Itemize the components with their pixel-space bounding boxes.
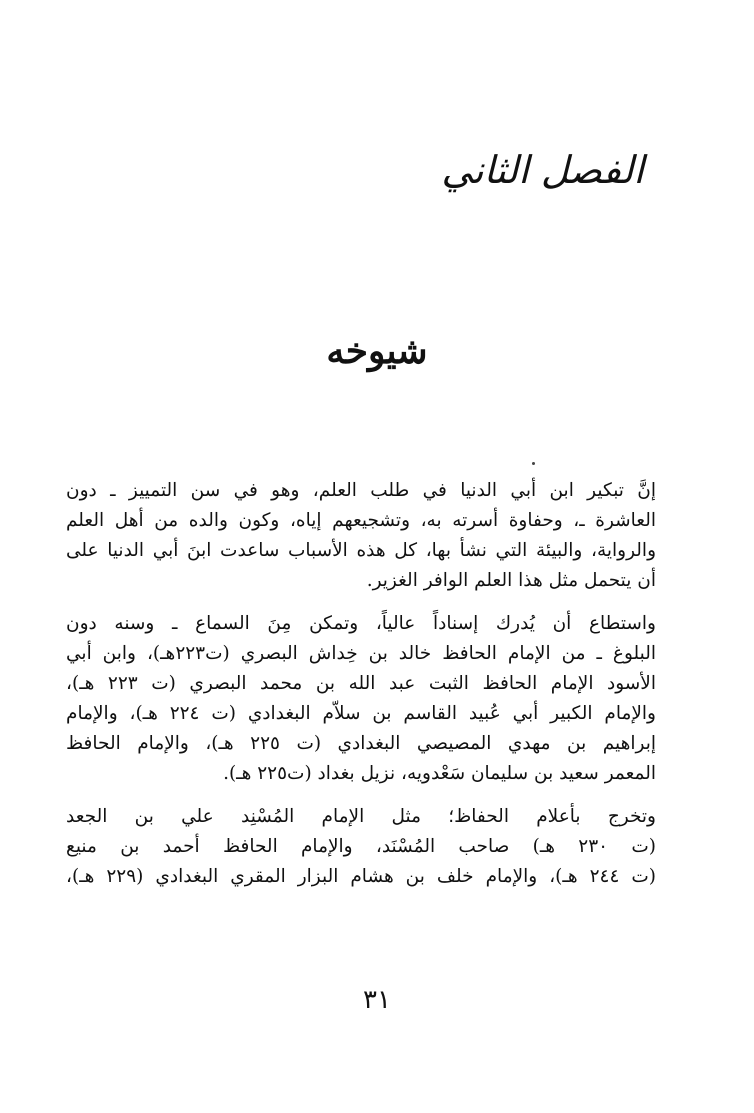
section-title: شيوخه <box>326 330 428 372</box>
page-number: ٣١ <box>363 985 391 1015</box>
paragraph-2 <box>66 609 680 789</box>
text-line: العاشرة ـ، وحفاوة أسرته به، وتشجيعهم إياه، وكون والده من أهل العلم <box>66 510 656 531</box>
ink-dot <box>532 462 535 465</box>
paragraph-3 <box>66 802 680 892</box>
text-line: والرواية، والبيئة التي نشأ بها، كل هذه الأسباب ساعدت ابنَ أبي الدنيا على <box>66 540 656 561</box>
text-line: واستطاع أن يُدرك إسناداً عالياً، وتمكن مِنَ السماع ـ وسنه دون <box>66 613 656 634</box>
text-line: إنَّ تبكير ابن أبي الدنيا في طلب العلم، وهو في سن التمييز ـ دون <box>66 480 656 501</box>
paragraph-1 <box>66 476 680 596</box>
text-line: البلوغ ـ من الإمام الحافظ خالد بن خِداش البصري (ت٢٢٣هـ)، وابن أبي <box>66 643 656 664</box>
text-line: والإمام الكبير أبي عُبيد القاسم بن سلاّم البغدادي (ت ٢٢٤ هـ)، والإمام <box>66 703 656 724</box>
text-line: (ت ٢٣٠ هـ) صاحب المُسْنَد، والإمام الحافظ أحمد بن منيع <box>66 836 656 857</box>
chapter-heading: الفصل الثاني <box>441 148 644 192</box>
text-line: الأسود الإمام الحافظ الثبت عبد الله بن محمد البصري (ت ٢٢٣ هـ)، <box>66 673 656 694</box>
text-line: (ت ٢٤٤ هـ)، والإمام خلف بن هشام البزار المقري البغدادي (٢٢٩ هـ)، <box>66 866 657 887</box>
body-text <box>66 476 680 905</box>
text-line: المعمر سعيد بن سليمان سَعْدويه، نزيل بغداد (ت٢٢٥ هـ). <box>223 763 656 784</box>
text-line: وتخرج بأعلام الحفاظ؛ مثل الإمام المُسْنِد علي بن الجعد <box>66 806 656 827</box>
text-line: إبراهيم بن مهدي المصيصي البغدادي (ت ٢٢٥ هـ)، والإمام الحافظ <box>66 733 657 754</box>
text-line: أن يتحمل مثل هذا العلم الوافر الغزير. <box>366 570 656 591</box>
